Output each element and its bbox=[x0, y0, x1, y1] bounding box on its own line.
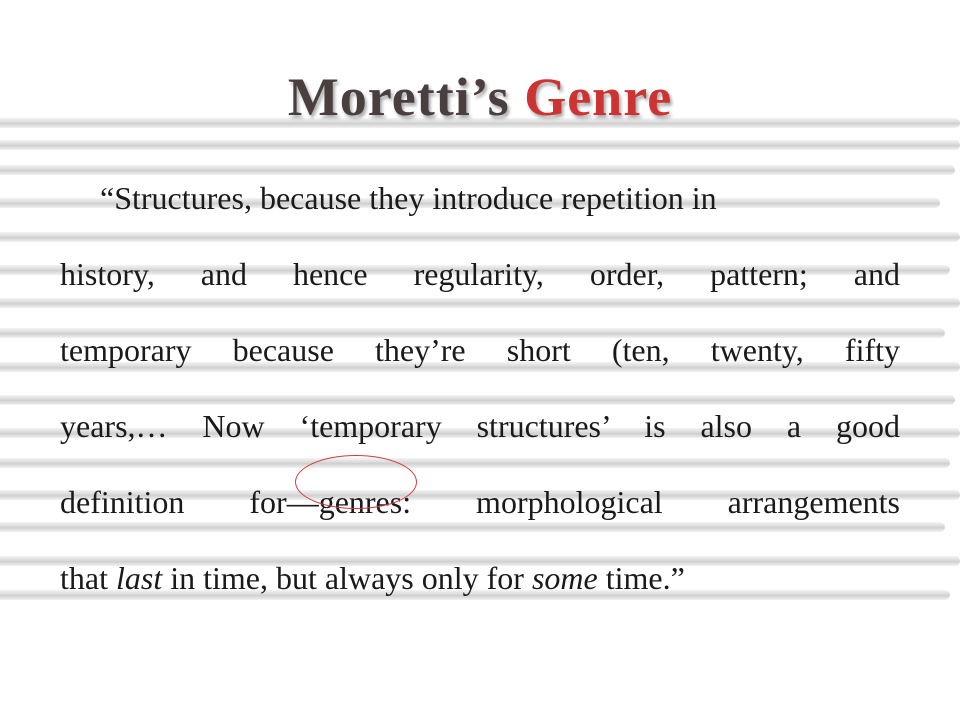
quote-last-line bbox=[60, 540, 900, 616]
quote-line: “Structures, because they introduce repetition in bbox=[100, 180, 717, 216]
stripe bbox=[0, 140, 960, 150]
quote-body bbox=[60, 160, 900, 616]
quote-line: definition for—genres: morphological arrangements bbox=[60, 484, 900, 520]
quote-line: years,… Now ‘temporary structures’ is also a good bbox=[60, 408, 900, 444]
quote-line: history, and hence regularity, order, pattern; and bbox=[60, 256, 900, 292]
slide-title bbox=[0, 62, 960, 132]
quote-line: temporary because they’re short (ten, twenty, fifty bbox=[60, 332, 900, 368]
quote-text: that bbox=[60, 560, 116, 596]
title-genre: Genre bbox=[524, 67, 673, 127]
title-moretti: Moretti’s bbox=[287, 67, 510, 127]
quote-text: in time, but always only for bbox=[162, 560, 532, 596]
quote-emphasis-last: last bbox=[115, 560, 163, 596]
quote-text: time.” bbox=[597, 560, 685, 596]
quote-emphasis-some: some bbox=[531, 560, 598, 596]
